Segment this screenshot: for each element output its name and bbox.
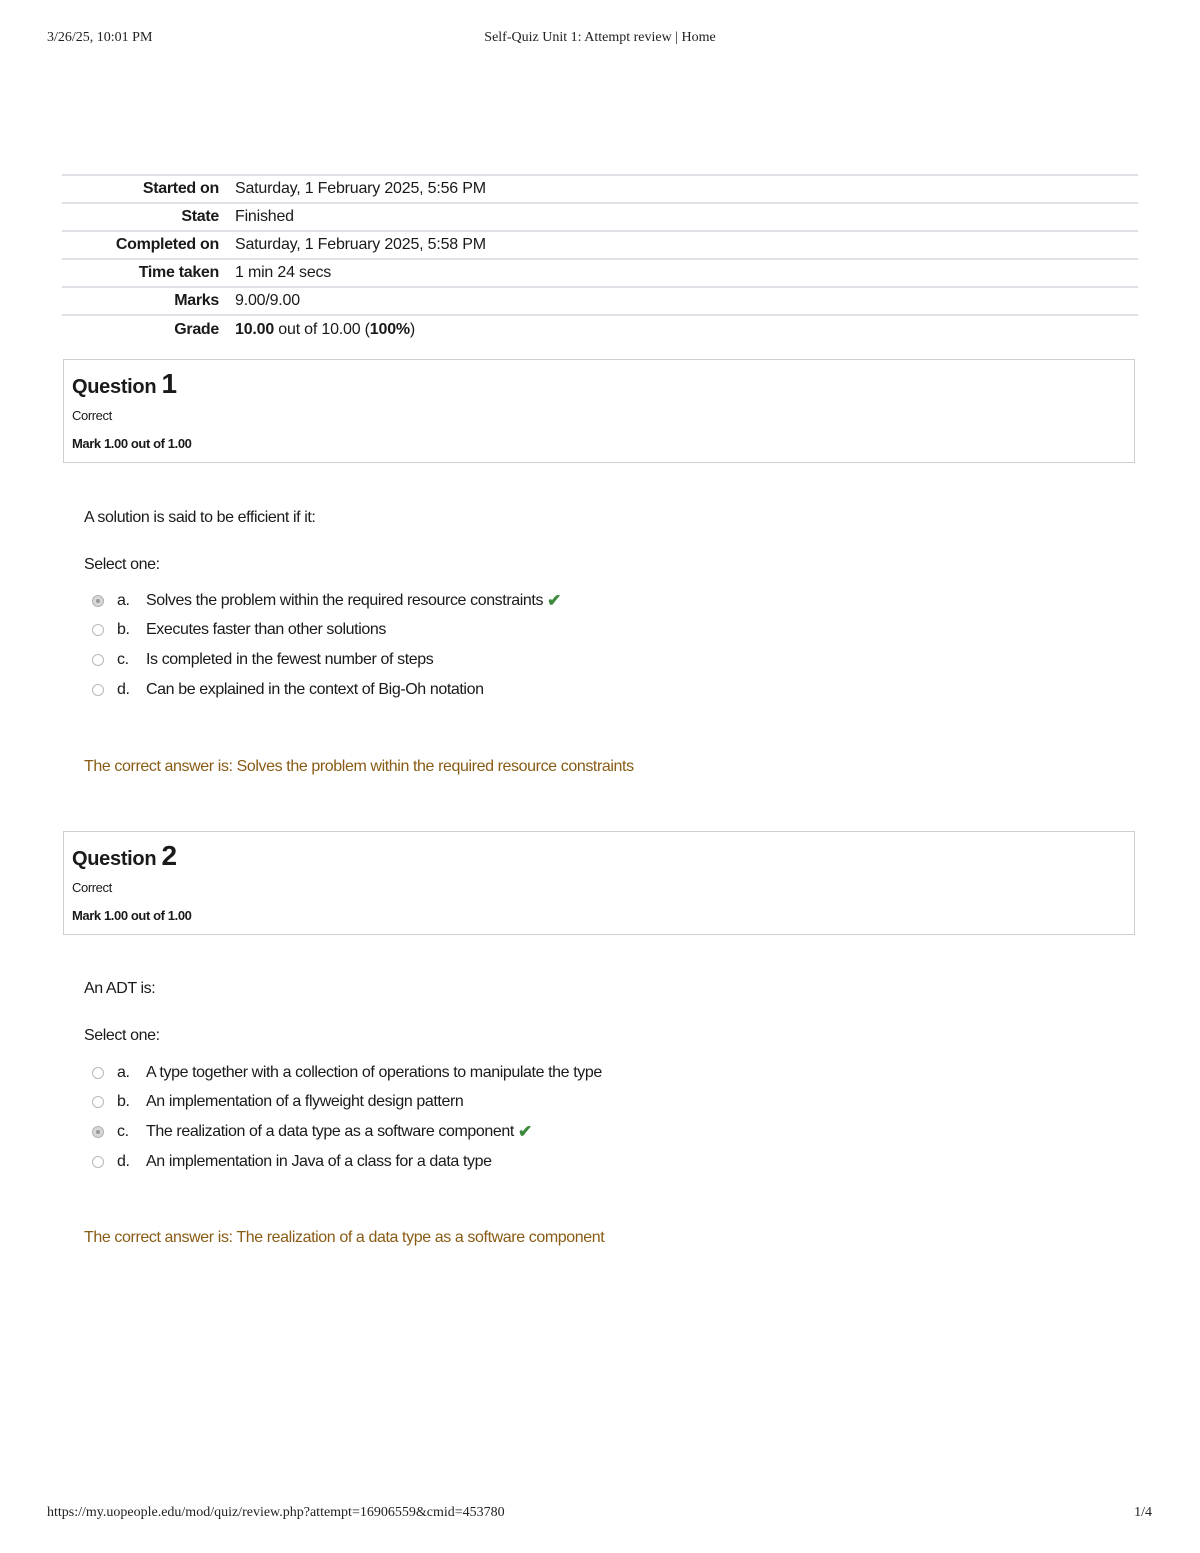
radio-icon[interactable]	[92, 624, 104, 636]
answer-option[interactable]	[92, 675, 561, 705]
question-mark: Mark 1.00 out of 1.00	[72, 908, 192, 923]
answer-letter: a.	[117, 591, 130, 609]
question-text: A solution is said to be efficient if it:	[84, 509, 316, 526]
radio-icon[interactable]	[92, 1126, 104, 1138]
answer-letter: c.	[117, 650, 129, 668]
summary-value: Saturday, 1 February 2025, 5:56 PM	[235, 180, 486, 197]
summary-row	[62, 175, 1138, 203]
answer-text: The realization of a data type as a software component	[146, 1122, 514, 1140]
question-number: 2	[161, 840, 177, 871]
summary-value: Saturday, 1 February 2025, 5:58 PM	[235, 236, 486, 253]
answer-text: Executes faster than other solutions	[146, 621, 386, 639]
summary-value: Finished	[235, 208, 294, 225]
print-footer	[0, 1505, 1200, 1525]
answer-letter: d.	[117, 680, 130, 698]
answer-text: A type together with a collection of operations to manipulate the type	[146, 1063, 602, 1081]
answer-letter: b.	[117, 1093, 130, 1111]
answer-letter: b.	[117, 621, 130, 639]
correct-answer-feedback: The correct answer is: Solves the problem within the required resource constraints	[84, 758, 634, 775]
summary-label: Started on	[142, 180, 219, 197]
radio-icon[interactable]	[92, 684, 104, 696]
print-page-number: 1/4	[1134, 1505, 1152, 1520]
answer-letter: d.	[117, 1152, 130, 1170]
correct-answer-feedback: The correct answer is: The realization of a data type as a software component	[84, 1229, 605, 1246]
radio-icon[interactable]	[92, 1067, 104, 1079]
select-one-prompt: Select one:	[84, 556, 160, 573]
question-label: Question	[72, 376, 157, 398]
question-text: An ADT is:	[84, 980, 156, 997]
answer-option[interactable]	[92, 1088, 602, 1118]
summary-row	[62, 259, 1138, 287]
attempt-summary-table	[62, 174, 1138, 343]
answer-letter: a.	[117, 1063, 130, 1081]
check-icon: ✔	[517, 1121, 532, 1141]
answer-text: Solves the problem within the required resource constraints	[146, 591, 544, 609]
grade-percent: 100%	[369, 320, 410, 338]
answer-text: Can be explained in the context of Big-Oh notation	[146, 680, 484, 698]
answer-text: An implementation in Java of a class for a data type	[146, 1152, 492, 1170]
answer-option[interactable]	[92, 1117, 602, 1147]
summary-row	[62, 231, 1138, 259]
question-title	[72, 840, 177, 872]
print-header	[0, 30, 1200, 50]
summary-value: 1 min 24 secs	[235, 264, 332, 281]
summary-label: Completed on	[115, 236, 219, 253]
summary-row	[62, 315, 1138, 343]
question-mark: Mark 1.00 out of 1.00	[72, 436, 192, 451]
answer-text: Is completed in the fewest number of steps	[146, 650, 434, 668]
answer-option[interactable]	[92, 616, 561, 646]
summary-row	[62, 287, 1138, 315]
summary-grade-value	[235, 315, 1138, 343]
answer-option[interactable]	[92, 1147, 602, 1177]
question-number: 1	[161, 368, 177, 399]
answer-option[interactable]	[92, 1058, 602, 1088]
grade-out-of: out of 10.00 (	[274, 320, 370, 338]
radio-icon[interactable]	[92, 1156, 104, 1168]
answer-list	[92, 1058, 602, 1176]
answer-list	[92, 586, 561, 704]
print-datetime: 3/26/25, 10:01 PM	[47, 30, 153, 45]
grade-close: )	[409, 320, 416, 338]
question-label: Question	[72, 848, 157, 870]
select-one-prompt: Select one:	[84, 1027, 160, 1044]
answer-text: An implementation of a flyweight design pattern	[146, 1093, 464, 1111]
summary-label: Time taken	[138, 264, 219, 281]
check-icon: ✔	[547, 590, 561, 610]
answer-letter: c.	[117, 1122, 129, 1140]
grade-score: 10.00	[235, 320, 275, 338]
question-state: Correct	[72, 880, 112, 895]
summary-label: Marks	[174, 292, 219, 309]
question-info-box	[63, 359, 1135, 463]
summary-row	[62, 203, 1138, 231]
answer-option[interactable]	[92, 586, 561, 616]
answer-option[interactable]	[92, 645, 561, 675]
print-url: https://my.uopeople.edu/mod/quiz/review.php?attempt=16906559&cmid=453780	[47, 1505, 505, 1520]
summary-label: Grade	[174, 320, 219, 338]
radio-icon[interactable]	[92, 595, 104, 607]
radio-icon[interactable]	[92, 654, 104, 666]
radio-icon[interactable]	[92, 1096, 104, 1108]
question-title	[72, 368, 177, 400]
summary-value: 9.00/9.00	[235, 292, 300, 309]
print-page-title: Self-Quiz Unit 1: Attempt review | Home	[484, 30, 716, 45]
summary-label: State	[181, 208, 219, 225]
question-state: Correct	[72, 408, 112, 423]
question-info-box	[63, 831, 1135, 935]
